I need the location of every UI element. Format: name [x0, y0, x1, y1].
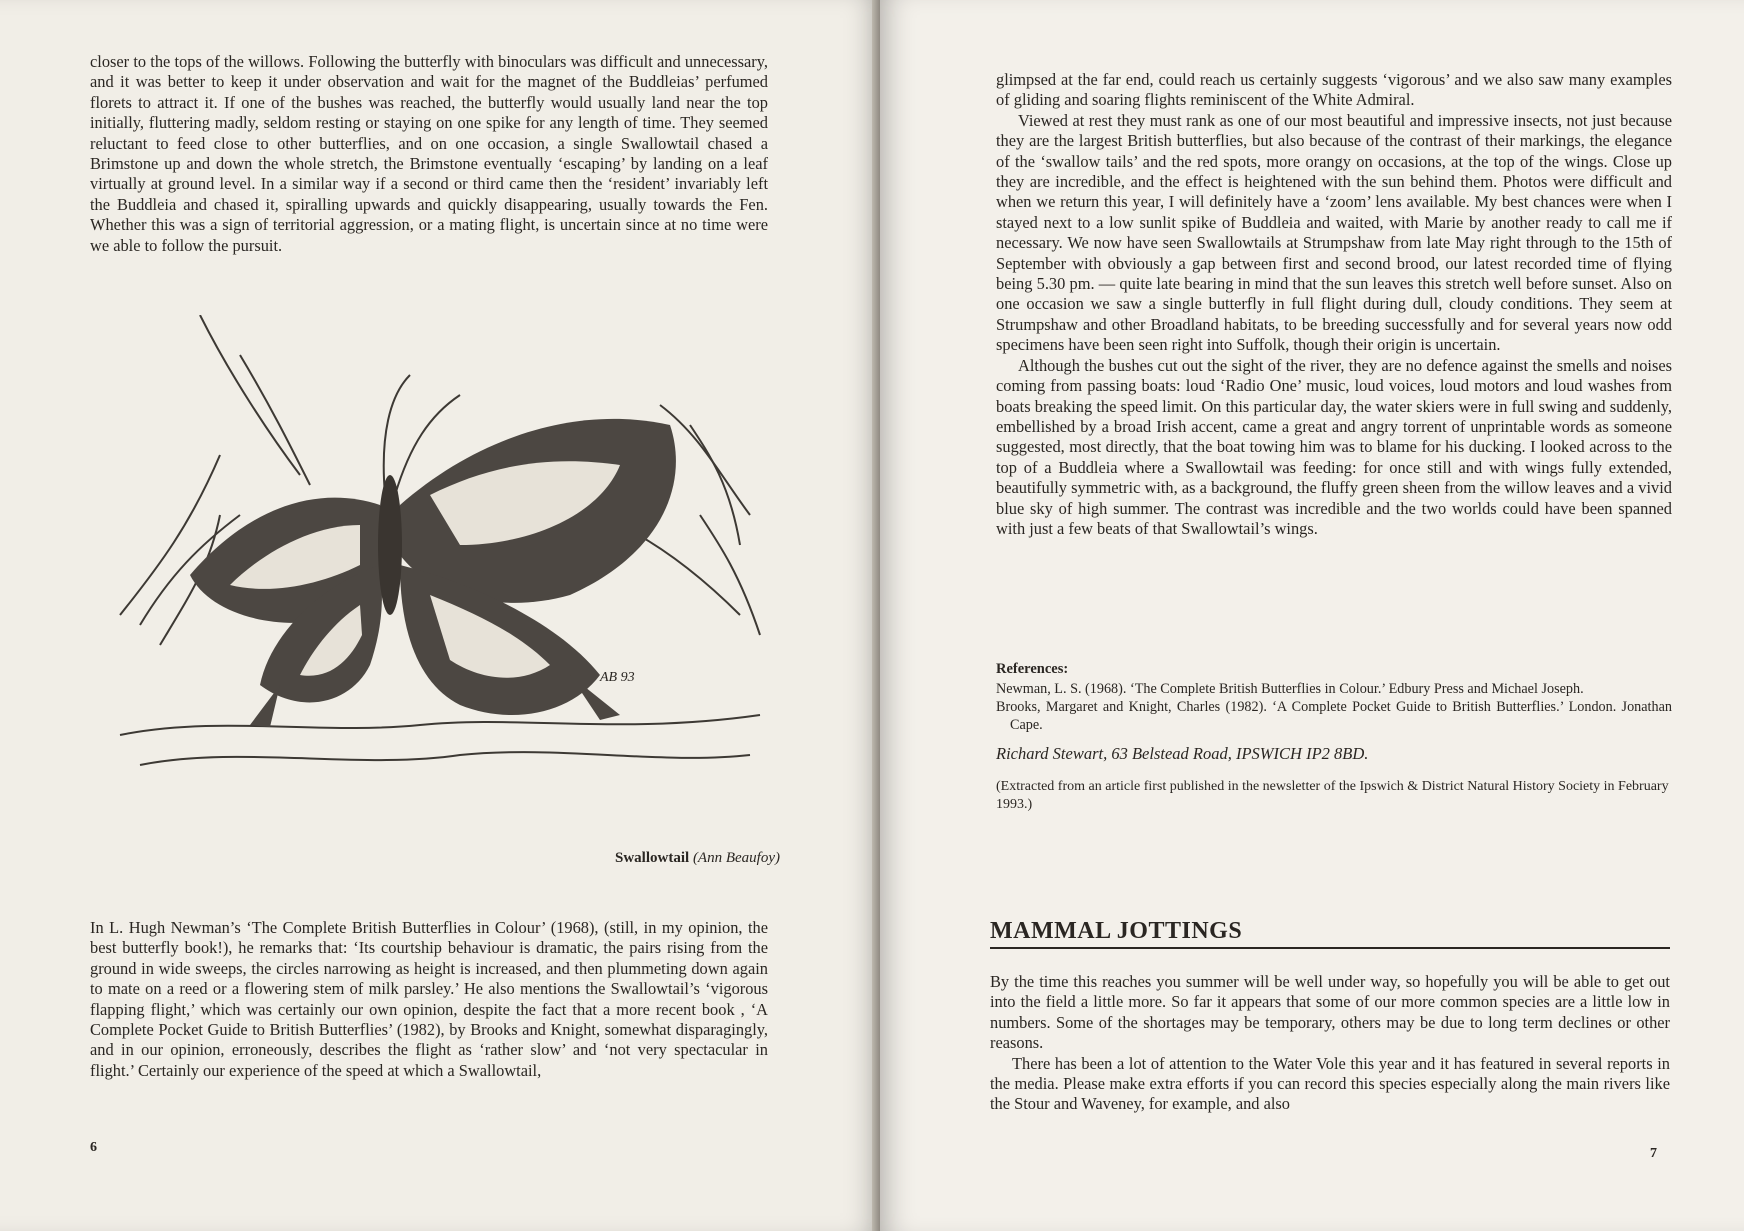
reference-item: Newman, L. S. (1968). ‘The Complete British Butterflies in Colour.’ Edbury Press and Michael Joseph.: [996, 681, 1584, 697]
paragraph: By the time this reaches you summer will be well under way, so hopefully you will be able to get out into the field a little more. So far it appears that some of our more common species are a little low in numbers. Some of the shortages may be temporary, others may be due to long term declines or other reasons.: [990, 972, 1670, 1053]
page-number-right: 7: [1650, 1146, 1657, 1161]
paragraph: Viewed at rest they must rank as one of our most beautiful and impressive insects, not just because they are the largest British butterflies, but also because of the contrast of their markings, the elegance of the ‘swallow tails’ and the red spots, more orangy on occasions, at the top of the wings. Close up they are incredible, and the effect is heightened with the sun behind them. Photos were difficult and when we return this year, I will definitely have a ‘zoom’ lens available. My best chances were when I stayed next to a low sunlit spike of Buddleia and waited, with Marie by another ready to call me if necessary. We now have seen Swallowtails at Strumpshaw from late May right through to the 15th of September with obviously a gap between first and second brood, our latest recorded time of flying being 5.30 pm. — quite late bearing in mind that the sun leaves this stretch well before sunset. Also on one occasion we saw a single butterfly in full flight during dull, cloudy conditions. They seem at Strumpshaw and other Broadland habitats, to be breeding successfully and for several years now odd specimens have been seen right into Suffolk, though their origin is uncertain.: [996, 110, 1672, 355]
caption-credit: (Ann Beaufoy): [692, 850, 780, 866]
left-page-bottom-text: [90, 918, 768, 1081]
references-heading: References:: [996, 661, 1069, 677]
page-number-left: 6: [90, 1140, 97, 1155]
section-heading: MAMMAL JOTTINGS: [990, 918, 1670, 949]
reference-item: Brooks, Margaret and Knight, Charles (1982). ‘A Complete Pocket Guide to British Butterflies.’ London. Jonathan Cape.: [996, 699, 1672, 733]
right-page-top-text: [996, 70, 1672, 539]
paragraph: Although the bushes cut out the sight of the river, they are no defence against the smells and noises coming from passing boats: loud ‘Radio One’ music, loud voices, loud motors and loud washes from boats breaking the speed limit. On this particular day, the water skiers were in full swing and suddenly, embellished by a broad Irish accent, came a great and angry torrent of unprintable words as someone suggested, most directly, that the boat towing him was to blame for his ducking. I looked across to the top of a Buddleia where a Swallowtail was feeding: for once still and with wings fully extended, beautifully symmetric with, as a background, the fluffy green sheen from the willow leaves and a vivid blue sky of high summer. The contrast was incredible and the two worlds could have been spanned with just a few beats of that Swallowtail’s wings.: [996, 355, 1672, 538]
figure-caption: [480, 850, 780, 867]
paragraph: closer to the tops of the willows. Following the butterfly with binoculars was difficult and unnecessary, and it was better to keep it under observation and wait for the magnet of the Buddleias’ perfumed florets to attract it. If one of the bushes was reached, the butterfly would usually land near the top initially, fluttering madly, seldom resting or staying on one spike for any length of time. They seemed reluctant to feed close to other butterflies, and on one occasion, a single Swallowtail chased a Brimstone up and down the whole stretch, the Brimstone eventually ‘escaping’ by landing on a leaf virtually at ground level. In a similar way if a second or third came then the ‘resident’ invariably left the Buddleia and chased it, spiralling upwards and quickly disappearing, usually towards the Fen. Whether this was a sign of territorial aggression, or a mating flight, is uncertain since at no time were we able to follow the pursuit.: [90, 52, 768, 255]
illustration-signature: AB 93: [600, 670, 635, 685]
swallowtail-drawing: [100, 315, 780, 795]
author-address: Richard Stewart, 63 Belstead Road, IPSWICH IP2 8BD.: [996, 744, 1369, 763]
paragraph: There has been a lot of attention to the Water Vole this year and it has featured in several reports in the media. Please make extra efforts if you can record this species especially along the main rivers like the Stour and Waveney, for example, and also: [990, 1053, 1670, 1114]
extract-note: (Extracted from an article first published in the newsletter of the Ipswich & District Natural History Society in February 1993.): [996, 779, 1669, 812]
paragraph: In L. Hugh Newman’s ‘The Complete British Butterflies in Colour’ (1968), (still, in my opinion, the best butterfly book!), he remarks that: ‘Its courtship behaviour is dramatic, the pairs rising from the ground in wide sweeps, the circles narrowing as height is increased, and then plummeting down again to mate on a reed or a flowering stem of milk parsley.’ He also mentions the Swallowtail’s ‘vigorous flapping flight,’ which was certainly our own opinion, despite the fact that a more recent book , ‘A Complete Pocket Guide to British Butterflies’ (1982), by Brooks and Knight, somewhat disparagingly, and in our opinion, erroneously, describes the flight as ‘rather slow’ and ‘not very spectacular in flight.’ Certainly our experience of the speed at which a Swallowtail,: [90, 918, 768, 1080]
left-page-top-text: [90, 52, 768, 256]
references: [996, 660, 1672, 734]
caption-title: Swallowtail: [615, 850, 690, 866]
paragraph: glimpsed at the far end, could reach us certainly suggests ‘vigorous’ and we also saw many examples of gliding and soaring flights reminiscent of the White Admiral.: [996, 70, 1672, 110]
swallowtail-illustration: [100, 315, 780, 795]
right-page-bottom-text: [990, 972, 1670, 1115]
